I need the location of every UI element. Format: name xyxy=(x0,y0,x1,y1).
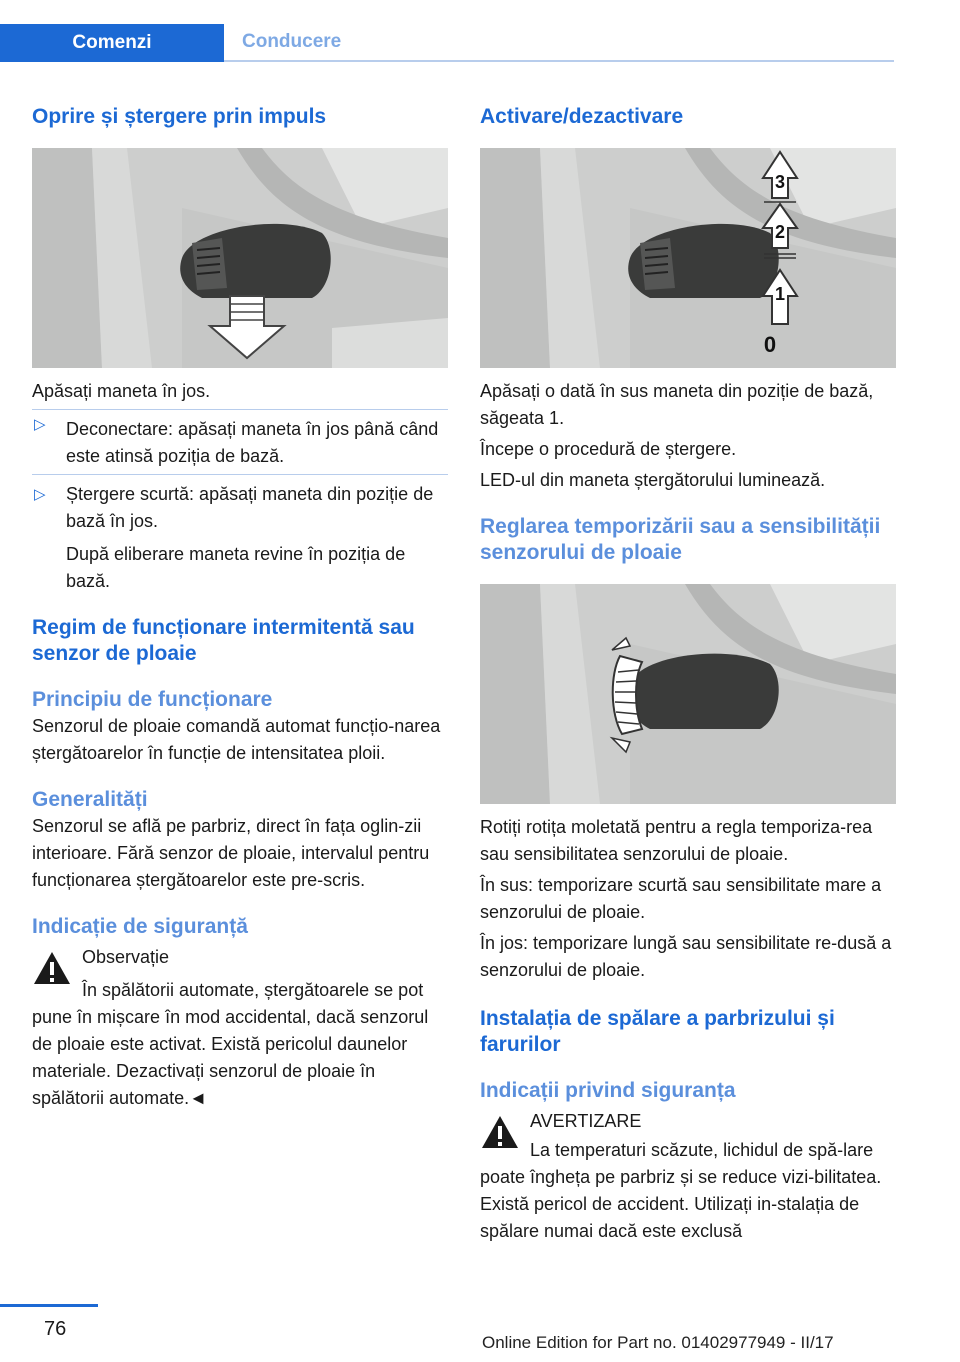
edition-text: Online Edition for Part no. 01402977949 - II/17 xyxy=(482,1333,834,1352)
bullet-text: Ștergere scurtă: apăsați maneta din poziție de bază în jos. xyxy=(66,484,434,531)
warning-triangle-icon xyxy=(32,950,72,986)
warning-text xyxy=(32,977,448,1112)
triangle-bullet-icon: ▷ xyxy=(34,416,46,433)
warning-text xyxy=(480,1137,896,1245)
p-sus: În sus: temporizare scurtă sau sensibilitate mare a senzorului de ploaie. xyxy=(480,875,882,922)
p-jos: În jos: temporizare lungă sau sensibilitate re-dusă a senzorului de ploaie. xyxy=(480,933,892,980)
arrow-label: 1 xyxy=(774,284,786,304)
heading-generalitati: Generalități xyxy=(32,788,148,811)
bullet-text: După eliberare maneta revine în poziția de bază. xyxy=(66,544,406,591)
warning-title: Observație xyxy=(82,947,170,967)
figure-lever-down xyxy=(32,148,448,368)
warning-text-content: La temperaturi scăzute, lichidul de spă-lare poate îngheța pe parbriz și se reduce vizi-bilitatea. Există pericol de accident. Utilizați in-stalația de spălare numai dacă este exclusă xyxy=(480,1140,882,1241)
tab-conducere[interactable]: Conducere xyxy=(224,24,894,62)
list-item xyxy=(32,474,448,535)
list-item-cont xyxy=(32,541,448,595)
heading-regim: Regim de funcționare intermitentă sau senzor de ploaie xyxy=(32,616,415,665)
warning-triangle-icon xyxy=(480,1114,520,1150)
warning-text-content: În spălătorii automate, ștergătoarele se pot pune în mișcare în mod accidental, dacă senzorul de ploaie este activat. Există pericolul daunelor materiale. Dezactivați senzorul de ploaie în spălătorii automate.◄ xyxy=(32,980,429,1108)
p-apasati-sus: Apăsați o dată în sus maneta din poziție de bază, săgeata 1. xyxy=(480,381,874,428)
heading-principiu: Principiu de funcționare xyxy=(32,688,273,711)
chapter-tabs xyxy=(0,24,894,62)
bullet-list xyxy=(32,410,448,595)
figure-lever-up xyxy=(480,148,896,368)
right-column xyxy=(480,100,896,1245)
footer-accent-bar xyxy=(0,1304,98,1307)
figure-thumbwheel xyxy=(480,584,896,804)
list-item xyxy=(32,410,448,470)
arrow-label: 3 xyxy=(774,172,786,192)
warning-title: AVERTIZARE xyxy=(530,1111,642,1131)
bullet-text: Deconectare: apăsați maneta în jos până când este atinsă poziția de bază. xyxy=(66,419,439,466)
tab-comenzi[interactable]: Comenzi xyxy=(0,24,224,62)
triangle-bullet-icon: ▷ xyxy=(34,486,46,503)
p-led: LED-ul din maneta ștergătorului luminează. xyxy=(480,470,826,490)
arrow-label: 0 xyxy=(763,332,777,357)
heading-instalatia: Instalația de spălare a parbrizului și farurilor xyxy=(480,1007,835,1056)
left-column xyxy=(32,100,448,1112)
warning-block xyxy=(480,1108,896,1245)
page-number: 76 xyxy=(44,1318,67,1340)
warning-block xyxy=(32,944,448,1112)
p-incepe: Începe o procedură de ștergere. xyxy=(480,439,737,459)
p-rotiti: Rotiți rotița moletată pentru a regla temporiza-rea sau sensibilitatea senzorului de ploaie. xyxy=(480,817,873,864)
arrow-label: 2 xyxy=(774,222,786,242)
heading-indicatie: Indicație de siguranță xyxy=(32,915,248,938)
heading-activare: Activare/dezactivare xyxy=(480,105,684,128)
p-generalitati: Senzorul se află pe parbriz, direct în fața oglin-zii interioare. Fără senzor de ploaie, intervalul pentru funcționarea ștergătoarelor este pre-scris. xyxy=(32,816,430,890)
heading-oprire: Oprire și ștergere prin impuls xyxy=(32,105,327,128)
heading-indicatii: Indicații privind siguranța xyxy=(480,1079,736,1102)
p-principiu: Senzorul de ploaie comandă automat funcțio-narea ștergătoarelor în funcție de intensitatea ploii. xyxy=(32,716,441,763)
heading-reglarea: Reglarea temporizării sau a sensibilității senzorului de ploaie xyxy=(480,515,881,564)
p-apasati-jos: Apăsați maneta în jos. xyxy=(32,381,211,401)
